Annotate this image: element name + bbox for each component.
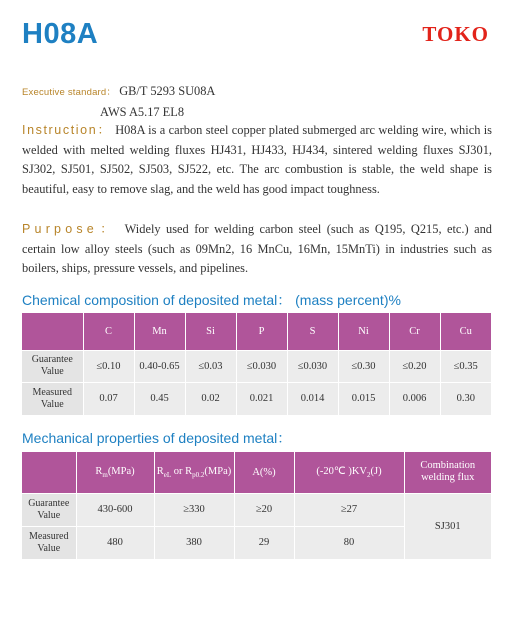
table-row (22, 350, 491, 382)
purpose-label: Purpose： (22, 222, 120, 236)
chem-header: Si (185, 313, 236, 350)
instruction-label: Instruction： (22, 123, 112, 137)
standard-label: Executive standard： (22, 87, 117, 98)
table-cell: ≤0.03 (185, 350, 236, 382)
table-cell: 0.45 (134, 382, 185, 415)
purpose-paragraph (22, 220, 492, 279)
row-label: Measured Value (22, 526, 76, 559)
row-label: Measured Value (22, 382, 83, 415)
chem-header: S (287, 313, 338, 350)
mech-header-a: A(%) (234, 452, 294, 493)
table-cell: 480 (76, 526, 154, 559)
chem-header-corner (22, 313, 83, 350)
table-cell: ≤0.30 (338, 350, 389, 382)
executive-standard (22, 82, 492, 122)
chem-table (22, 313, 491, 415)
chem-header: Cr (389, 313, 440, 350)
mech-table (22, 452, 491, 559)
mech-header-corner (22, 452, 76, 493)
standard-line-1: GB/T 5293 SU08A (119, 84, 216, 98)
mech-header-rm: $R_m(MPa)$ (76, 452, 154, 493)
table-cell: 0.30 (440, 382, 491, 415)
table-row (22, 493, 491, 526)
table-cell: 0.006 (389, 382, 440, 415)
table-cell: 0.021 (236, 382, 287, 415)
mech-header-kv: (-20℃ )$KV_2(J)$ (294, 452, 404, 493)
instruction-paragraph (22, 121, 492, 199)
table-cell: ≤0.030 (236, 350, 287, 382)
chem-header-row (22, 313, 491, 350)
table-cell: 0.014 (287, 382, 338, 415)
table-cell: 80 (294, 526, 404, 559)
chem-header: Ni (338, 313, 389, 350)
table-cell: ≥27 (294, 493, 404, 526)
table-cell: 0.02 (185, 382, 236, 415)
chem-header: Mn (134, 313, 185, 350)
table-cell: 380 (154, 526, 234, 559)
brand-logo: TOKO (422, 22, 489, 46)
table-cell: 0.40-0.65 (134, 350, 185, 382)
mech-section-title: Mechanical properties of deposited metal： (22, 430, 292, 446)
row-label: Guarantee Value (22, 493, 76, 526)
table-cell: 0.015 (338, 382, 389, 415)
table-cell: ≤0.20 (389, 350, 440, 382)
table-cell: ≥20 (234, 493, 294, 526)
chem-section-title: Chemical composition of deposited metal： (mass percent)% (22, 292, 401, 308)
chem-header: C (83, 313, 134, 350)
chem-header: Cu (440, 313, 491, 350)
table-cell: ≤0.35 (440, 350, 491, 382)
mech-header-flux: Combination welding flux (404, 452, 491, 493)
instruction-text: H08A is a carbon steel copper plated submerged arc welding wire, which is welded with melted welding fluxes HJ431, HJ433, HJ434, sintered welding fluxes SJ301, SJ302, SJ501, SJ502, SJ503, SJ522, etc. The arc combustion is stable, the weld shape is beautiful, easy to remove slag, and the weld has good impact toughness. (22, 123, 492, 196)
table-cell: 430-600 (76, 493, 154, 526)
table-cell: 29 (234, 526, 294, 559)
table-row (22, 382, 491, 415)
table-cell: ≥330 (154, 493, 234, 526)
mech-header-rel: $R_{eL}$ or $R_{p0.2}(MPa)$ (154, 452, 234, 493)
product-title: H08A (22, 18, 99, 50)
chem-header: P (236, 313, 287, 350)
table-cell: 0.07 (83, 382, 134, 415)
purpose-text: Widely used for welding carbon steel (such as Q195, Q215, etc.) and certain low alloy steels (such as 09Mn2, 16 MnCu, 16Mn, 15MnTi) in industries such as boilers, ships, pressure vessels, and pipelines. (22, 222, 492, 275)
flux-cell: SJ301 (404, 493, 491, 559)
standard-line-2: AWS A5.17 EL8 (100, 104, 185, 119)
mech-header-row (22, 452, 491, 493)
table-cell: ≤0.10 (83, 350, 134, 382)
row-label: Guarantee Value (22, 350, 83, 382)
table-cell: ≤0.030 (287, 350, 338, 382)
